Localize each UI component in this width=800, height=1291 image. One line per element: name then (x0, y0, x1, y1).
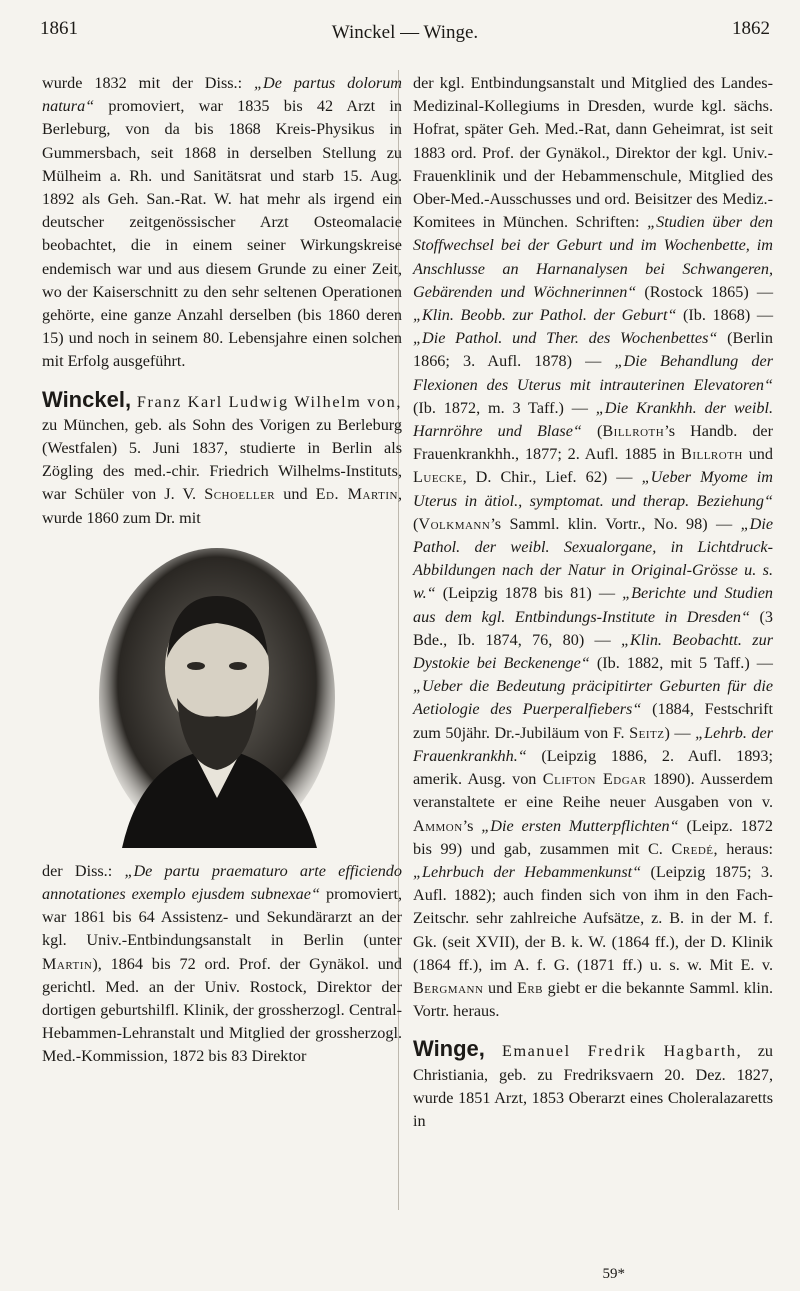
text: „Lehrbuch der Hebammenkunst“ (413, 862, 642, 881)
page-number-left: 1861 (40, 18, 78, 39)
text: ’s Samml. klin. Vortr., No. 98) — (490, 514, 741, 533)
text: promoviert, war 1861 bis 64 Assistenz- und Sekundärarzt an der kgl. Univ.-Entbindungsanstalt in Berlin (unter (42, 885, 402, 950)
text: Erb (516, 978, 543, 997)
text: „Studien über den Stoffwechsel bei der Geburt und im Wochenbette, im Anschlusse an Harnanalysen bei Schwangeren, Gebärenden und Wöchnerinnen“ (413, 213, 773, 301)
entry-winge (413, 1037, 773, 1133)
text: zu Christiania, geb. zu Fredriksvaern 20. Dez. 1827, wurde 1851 Arzt, 1853 Oberarzt eines Choleralazaretts in (413, 1042, 773, 1130)
text: (Leipz. 1872 bis 99) und gab, zusammen mit C. (413, 816, 774, 858)
entry-headword: Winckel, (42, 386, 132, 412)
entry-winckel-franz (42, 388, 402, 530)
text: (Rostock 1865) — (636, 282, 774, 301)
text: ’s Handb. der Frauenkrankhh., 1877; 2. Aufl. 1885 in (413, 422, 774, 464)
person-name: Schoeller (204, 485, 276, 504)
text: ’s (462, 816, 482, 835)
person-name: Martin (42, 954, 93, 973)
portrait-engraving (82, 548, 352, 848)
text: (Leipzig 1878 bis 81) — (435, 584, 623, 603)
text: Luecke (413, 468, 463, 487)
text: (Leipzig 1875; 3. Aufl. 1882); auch finden sich von ihm in den Fach-Zeitschr. sehr zahlreiche Aufsätze, z. B. in der M. f. Gk. (seit XVII), der B. k. W. (1864 ff.), der D. Klinik (1864 ff.), im A. f. G. (1871 ff.) u. s. w. Mit E. v. (413, 862, 773, 974)
text: „Ueber die Bedeutung präcipitirter Geburten für die Aetiologie des Puerperalfiebers“ (413, 677, 773, 719)
text: „Die Behandlung der Flexionen des Uterus mit intrauterinen Elevatoren“ (413, 352, 774, 394)
text: Billroth (602, 422, 665, 441)
signature-mark: 59* (602, 1266, 625, 1282)
page-number-right: 1862 (732, 18, 770, 39)
entry-continuation (42, 72, 402, 374)
title-italic: „De partu praematuro arte efficiendo annotationes exemplo ejusdem subnexae“ (42, 861, 402, 904)
text: der kgl. Entbindungsanstalt und Mitglied des Landes-Medizinal-Kollegiums in Dresden, wurde kgl. sächs. Hofrat, später Geh. Med.-Rat, dann Geheimrat, ist seit 1883 ord. Prof. der Gynäkol., Direktor der kgl. Univ.-Frauenklinik und der Hebammenschule, Mitglied des Ober-Med.-Ausschusses und ord. Beisitzer des Mediz.-Komitees in München. Schriften: (413, 74, 773, 232)
person-name: Ed. Martin (315, 485, 398, 504)
text: , wurde 1860 zum Dr. mit (42, 485, 403, 527)
running-title: Winckel — Winge. (331, 22, 479, 43)
text: „Die Krankhh. der weibl. Harnröhre und Blase“ (413, 398, 773, 441)
text: und (483, 978, 517, 997)
left-column (42, 72, 402, 1069)
text: (3 Bde., Ib. 1874, 76, 80) — (413, 607, 774, 649)
text: „Die ersten Mutterpflichten“ (481, 816, 679, 835)
title-italic: „De partus dolorum natura“ (42, 74, 402, 116)
text: giebt er die bekannte Samml. klin. Vortr. heraus. (413, 978, 773, 1021)
entry-names: Franz Karl Ludwig Wilhelm von, (131, 392, 402, 411)
text: Seitz (629, 723, 665, 742)
text: Clifton Edgar (542, 770, 647, 789)
text: und (275, 485, 316, 504)
entry-winckel-franz-cont (42, 860, 402, 1069)
text: Billroth (681, 445, 743, 464)
right-column (413, 72, 773, 1133)
text: (Ib. 1882, mit 5 Taff.) — (589, 654, 773, 673)
text: , heraus: (713, 839, 773, 858)
portrait-eye-right (229, 662, 247, 670)
text: „Lehrb. der Frauenkrankhh.“ (413, 723, 774, 765)
text: ( (413, 514, 419, 533)
text: „Klin. Beobb. zur Pathol. der Geburt“ (413, 306, 677, 325)
text: zu München, geb. als Sohn des Vorigen zu Berleburg (Westfalen) 5. Juni 1837, studierte in Berlin als Zögling des med.-chir. Friedrich Wilhelms-Instituts, war Schüler von J. V. (42, 415, 402, 504)
text: ), 1864 bis 72 ord. Prof. der Gynäkol. und gerichtl. Med. an der Univ. Rostock, Direktor der dortigen geburtshilfl. Klinik, der grossherzogl. Central-Hebammen-Lehranstalt und Mitglied der grossherzogl. Med.-Kommission, 1872 bis 83 Direktor (42, 954, 402, 1066)
text: (Ib. 1868) — (676, 306, 774, 325)
entry-names: Emanuel Fredrik Hagbarth, (484, 1042, 743, 1061)
text: wurde 1832 mit der Diss.: (42, 74, 255, 92)
text: (Ib. 1872, m. 3 Taff.) — (413, 398, 596, 417)
text: „Ueber Myome im Uterus in ätiol., symptomat. und therap. Beziehung“ (413, 468, 773, 510)
text: ) — (664, 723, 696, 742)
text: „Klin. Beobachtt. zur Dystokie bei Beckenenge“ (413, 630, 773, 673)
text: Volkmann (418, 514, 491, 533)
text: ( (581, 422, 603, 441)
text: (Leipzig 1886, 2. Aufl. 1893; amerik. Ausg. von (413, 746, 773, 789)
text: und (742, 445, 773, 464)
entry-headword: Winge, (413, 1036, 485, 1062)
text: Ammon (413, 816, 463, 835)
running-header (40, 18, 770, 48)
entry-winckel-franz-right (413, 72, 773, 1023)
text: (Berlin 1866; 3. Aufl. 1878) — (413, 329, 773, 371)
text: Credé (671, 839, 714, 858)
text: „Die Pathol. der weibl. Sexualorgane, in Lichtdruck-Abbildungen nach der Natur in Original-Grösse u. s. w.“ (413, 514, 773, 603)
text: promoviert, war 1835 bis 42 Arzt in Berleburg, von da bis 1868 Kreis-Physikus in Gummersbach, seit 1868 in derselben Stellung zu Mülheim a. Rh. und Sanitätsrat und starb 15. Aug. 1892 als Geh. San.-Rat. W. hat mehr als irgend ein deutscher zeitgenössischer Arzt Osteomalacie beobachtet, die in einem seiner Wirkungskreise endemisch war und aus diesem Grunde zu einer Zeit, wo der Kaiserschnitt zu den sehr seltenen Operationen gehörte, eine ganze Anzahl derselben (bis 1860 deren 15) und noch in seinem 80. Lebensjahre einen solchen mit Erfolg ausgeführt. (42, 97, 402, 371)
text: (1884, Festschrift zum 50jähr. Dr.-Jubiläum von F. (413, 700, 773, 742)
text: 1890). Ausserdem veranstaltete er eine Reihe neuer Ausgaben von v. (413, 770, 774, 812)
text: , D. Chir., Lief. 62) — (462, 468, 642, 487)
text: „Die Pathol. und Ther. des Wochenbettes“ (413, 329, 718, 348)
text: der Diss.: (42, 861, 125, 880)
text: „Berichte und Studien aus dem kgl. Entbindungs-Institute in Dresden“ (413, 584, 773, 626)
portrait-eye-left (187, 662, 205, 670)
text: Bergmann (413, 978, 484, 997)
